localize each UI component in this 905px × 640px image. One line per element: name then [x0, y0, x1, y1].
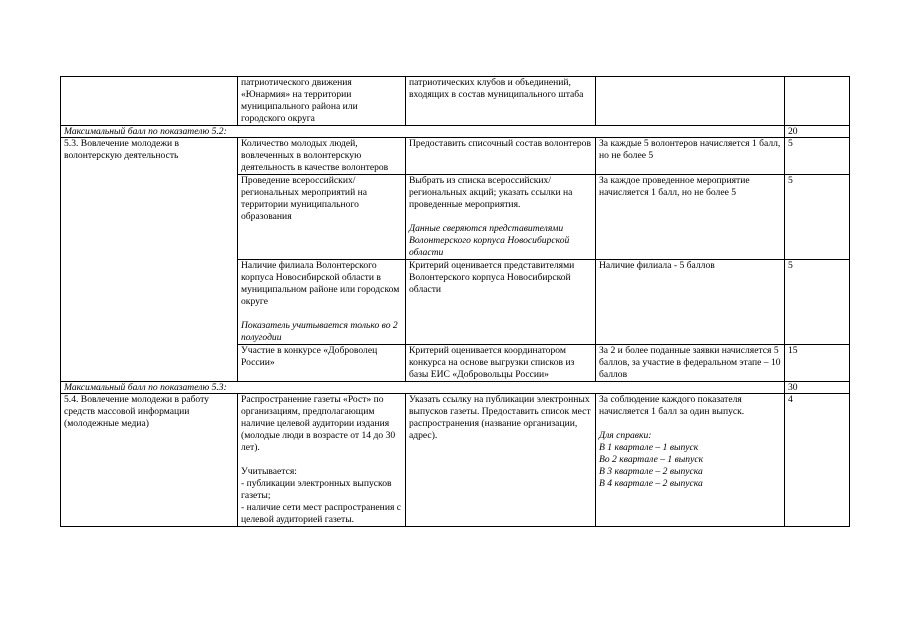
method-text: Выбрать из списка всероссийских/региональных акций; указать ссылки на проведенные мероприятия.: [409, 175, 573, 210]
method-cell: Предоставить списочный состав волонтеров: [406, 138, 596, 175]
scoring-cell: За каждое проведенное мероприятие начисляется 1 балл, но не более 5: [596, 175, 785, 260]
criterion-extra-title: Учитывается:: [241, 466, 297, 477]
scoring-text: За соблюдение каждого показателя начисляется 1 балл за один выпуск.: [599, 394, 745, 417]
criterion-text: Распространение газеты «Рост» по организациям, предполагающим наличие целевой аудитории издания (молодые люди в возрасте от 14 до 30 лет).: [241, 394, 396, 453]
reference-item: В 3 квартале – 2 выпуска: [599, 466, 703, 477]
criterion-text: Наличие филиала Волонтерского корпуса Новосибирской области в муниципальном районе или городском округе: [241, 260, 400, 307]
table-row: [61, 394, 850, 527]
scoring-cell: [596, 77, 785, 126]
reference-title: Для справки:: [599, 430, 652, 441]
points-cell: 5: [785, 138, 850, 175]
criterion-note: Показатель учитывается только во 2 полугодии: [241, 320, 398, 343]
method-cell: Указать ссылку на публикации электронных выпусков газеты. Предоставить список мест распространения (название организации, адрес).: [406, 394, 596, 527]
reference-item: Во 2 квартале – 1 выпуск: [599, 454, 704, 465]
method-cell: Критерий оценивается представителями Волонтерского корпуса Новосибирской области: [406, 260, 596, 345]
criterion-cell: Количество молодых людей, вовлеченных в волонтерскую деятельность в качестве волонтеров: [238, 138, 406, 175]
scoring-cell: За 2 и более поданные заявки начисляется 5 баллов, за участие в федеральном этапе – 10 баллов: [596, 345, 785, 382]
total-row: [61, 126, 850, 138]
criterion-extra-item: - публикации электронных выпусков газеты;: [241, 478, 392, 501]
points-cell: 5: [785, 260, 850, 345]
criterion-cell: [238, 394, 406, 527]
table-row: [61, 77, 850, 126]
criteria-table: [60, 76, 850, 527]
total-points: 20: [785, 126, 850, 138]
criterion-cell: [238, 260, 406, 345]
indicator-cell: 5.4. Вовлечение молодежи в работу средств массовой информации (молодежные медиа): [61, 394, 238, 527]
points-cell: [785, 77, 850, 126]
method-cell: патриотических клубов и объединений, входящих в состав муниципального штаба: [406, 77, 596, 126]
scoring-cell: [596, 394, 785, 527]
reference-item: В 1 квартале – 1 выпуск: [599, 442, 699, 453]
method-cell: [406, 175, 596, 260]
reference-item: В 4 квартале – 2 выпуска: [599, 478, 703, 489]
criterion-cell: патриотического движения «Юнармия» на территории муниципального района или городского округа: [238, 77, 406, 126]
points-cell: 15: [785, 345, 850, 382]
points-cell: 5: [785, 175, 850, 260]
total-label: Максимальный балл по показателю 5.3:: [61, 382, 785, 394]
criterion-cell: Проведение всероссийских/ региональных мероприятий на территории муниципального образования: [238, 175, 406, 260]
criterion-cell: Участие в конкурсе «Доброволец России»: [238, 345, 406, 382]
scoring-cell: За каждые 5 волонтеров начисляется 1 балл, но не более 5: [596, 138, 785, 175]
criterion-extra-item: - наличие сети мест распространения с целевой аудиторией газеты.: [241, 502, 402, 525]
indicator-cell: [61, 77, 238, 126]
scoring-cell: Наличие филиала - 5 баллов: [596, 260, 785, 345]
table-row: [61, 138, 850, 175]
total-points: 30: [785, 382, 850, 394]
method-note: Данные сверяются представителями Волонтерского корпуса Новосибирской области: [409, 223, 570, 258]
total-label: Максимальный балл по показателю 5.2:: [61, 126, 785, 138]
method-cell: Критерий оценивается координатором конкурса на основе выгрузки списков из базы ЕИС «Добровольцы России»: [406, 345, 596, 382]
indicator-cell: 5.3. Вовлечение молодежи в волонтерскую деятельность: [61, 138, 238, 382]
points-cell: 4: [785, 394, 850, 527]
total-row: [61, 382, 850, 394]
